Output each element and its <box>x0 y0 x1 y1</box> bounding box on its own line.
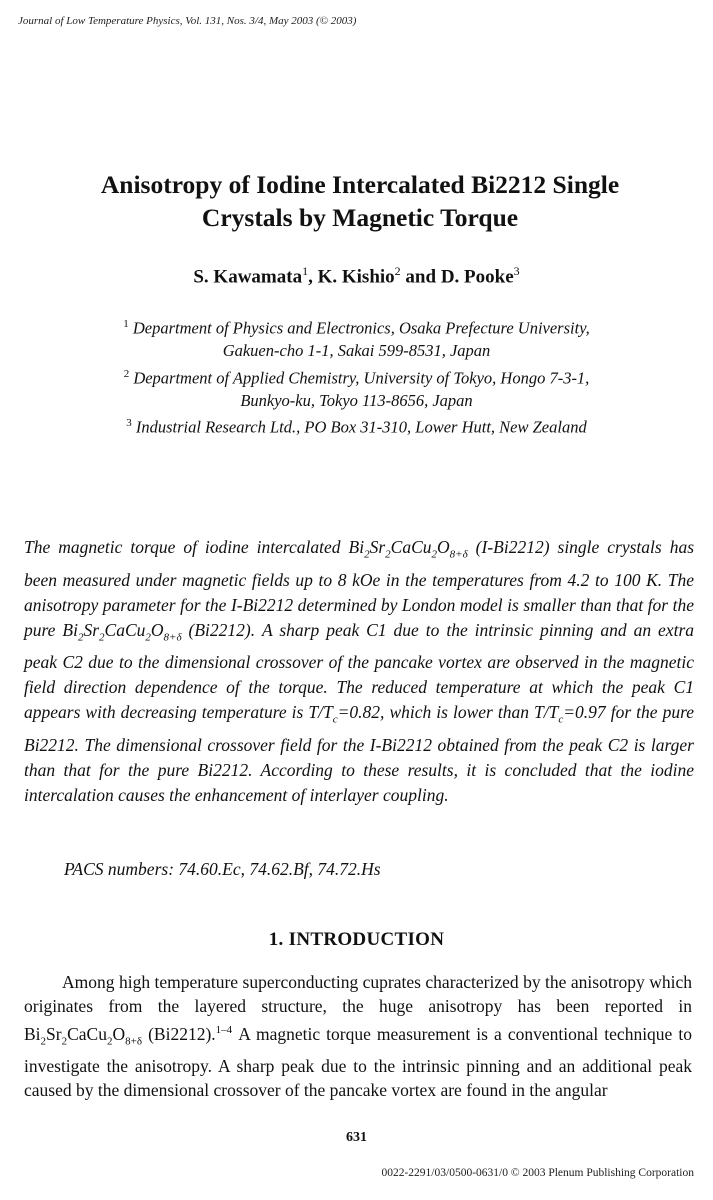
author-separator: , <box>308 266 318 288</box>
abstract-text: =0.82, which is lower than T/T <box>337 702 559 722</box>
author-list <box>0 264 713 288</box>
affiliation-line: Industrial Research Ltd., PO Box 31-310, Lower Hutt, New Zealand <box>135 417 587 437</box>
intro-paragraph: Among high temperature superconducting cuprates characterized by the anisotropy which originates from the layered structure, the huge anisotropy has been reported in $Bi_2Sr_2CaCu_2O_{8+\delta}$ (Bi2212).$^{1-4}$ A magnetic torque measurement is a conventional technique to investigate the anisotropy. A sharp peak due to the intrinsic pinning and an additional peak caused by the dimensional crossover of the pancake vortex are found in the angular <box>24 972 692 1101</box>
subscript: c <box>558 713 564 726</box>
affiliation-number: 3 <box>126 417 132 429</box>
chemical-formula: $Bi_2Sr_2CaCu_2O_{8+\delta}$ <box>348 537 468 561</box>
abstract-text: The magnetic torque of iodine intercalated <box>24 537 349 557</box>
copyright-footer: 0022-2291/03/0500-0631/0 © 2003 Plenum Publishing Corporation <box>381 1167 694 1179</box>
abstract <box>24 535 694 808</box>
author-3: D. Pooke <box>440 266 514 288</box>
paper-title <box>30 168 690 234</box>
journal-header: Journal of Low Temperature Physics, Vol. 131, Nos. 3/4, May 2003 (© 2003) <box>18 15 357 27</box>
author-separator: and <box>400 266 441 288</box>
affiliations <box>40 313 673 439</box>
chemical-formula: $Bi_2Sr_2CaCu_2O_{8+\delta}$ <box>62 619 182 643</box>
affiliation-number: 1 <box>123 318 129 330</box>
affiliation-number: 2 <box>123 367 130 380</box>
citation-ref: 1–4 <box>215 1024 233 1037</box>
page-number: 631 <box>346 1130 367 1145</box>
title-line-2: Crystals by Magnetic Torque <box>201 203 519 232</box>
author-1: S. Kawamata <box>193 266 303 288</box>
author-3-affil-mark: 3 <box>513 264 520 278</box>
affiliation-3 <box>40 412 673 439</box>
affiliation-line: Department of Physics and Electronics, Osaka Prefecture University, <box>132 318 590 338</box>
affiliation-1-cont: Gakuen-cho 1-1, Sakai 599-8531, Japan <box>222 341 491 360</box>
affiliation-2-cont: Bunkyo-ku, Tokyo 113-8656, Japan <box>240 390 473 410</box>
abstract-text: =0.97 for the pure Bi2212. The dimensional crossover field for the I-Bi2212 obtained from the peak C2 is larger than that for the pure Bi2212. According to these results, it is concluded that the iodine intercalation causes the enhancement of interlayer coupling. <box>24 702 695 805</box>
abstract-text: (I-Bi2212) single crystals has been measured under magnetic fields up to 8 kOe in the temperatures from 4.2 to 100 K. The anisotropy parameter for the I-Bi2212 determined by London model is smaller than that for the pure <box>24 537 694 640</box>
author-2-affil-mark: 2 <box>394 264 401 278</box>
subscript: c <box>332 713 338 726</box>
author-2: K. Kishio <box>317 266 395 288</box>
title-line-1: Anisotropy of Iodine Intercalated Bi2212 Single <box>100 170 620 199</box>
affiliation-line: Department of Applied Chemistry, University of Tokyo, Hongo 7-3-1, <box>133 368 590 387</box>
affiliation-2 <box>40 363 673 390</box>
pacs-numbers: PACS numbers: 74.60.Ec, 74.62.Bf, 74.72.Hs <box>64 859 381 879</box>
section-heading: 1. INTRODUCTION <box>268 929 445 950</box>
affiliation-1 <box>40 313 673 340</box>
author-1-affil-mark: 1 <box>302 264 309 278</box>
abstract-text: (Bi2212). A sharp peak C1 due to the intrinsic pinning and an extra peak C2 due to the dimensional crossover of the pancake vortex are observed in the magnetic field direction dependence of the torque. The reduced temperature at which the peak C1 appears with decreasing temperature is T/T <box>24 619 694 722</box>
